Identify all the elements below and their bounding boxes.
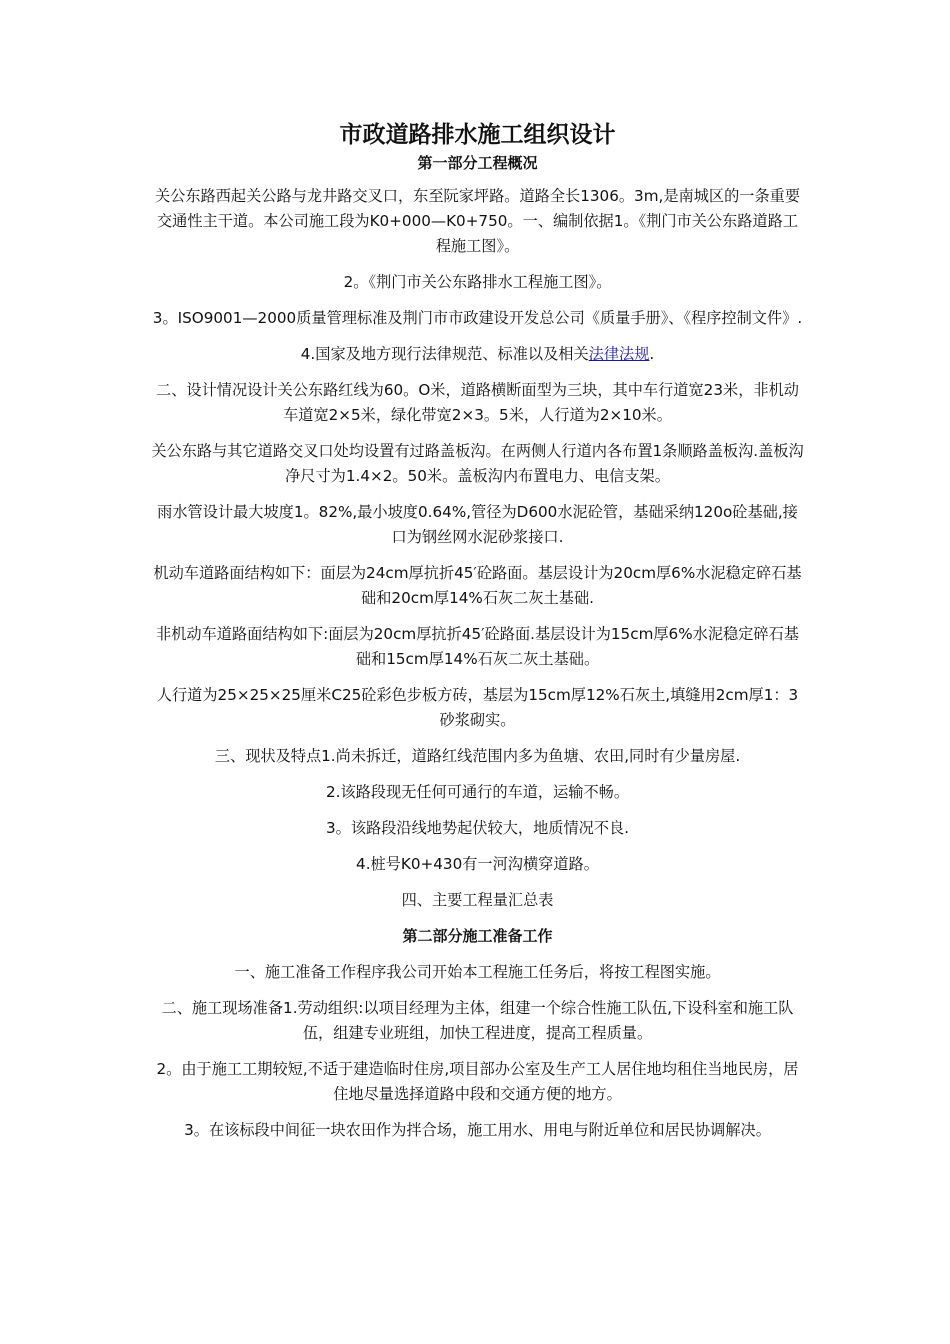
paragraph-basis-4 <box>150 342 805 367</box>
paragraph-motorway-structure: 机动车道路面结构如下：面层为24cm厚抗折45′砼路面。基层设计为20cm厚6%水泥稳定碎石基础和20cm厚14%石灰二灰土基础. <box>153 564 802 607</box>
paragraph-sidewalk: 人行道为25×25×25厘米C25砼彩色步板方砖，基层为15cm厚12%石灰土,填缝用2cm厚1：3砂浆砌实。 <box>156 686 799 729</box>
paragraph-site-prep-1: 二、施工现场准备1.劳动组织:以项目经理为主体，组建一个综合性施工队伍,下设科室和施工队伍，组建专业班组，加快工程进度，提高工程质量。 <box>161 999 794 1042</box>
paragraph-rain-pipe: 雨水管设计最大坡度1。82%,最小坡度0.64%,管径为D600水泥砼管，基础采纳120o砼基础,接口为钢丝网水泥砂浆接口. <box>157 503 798 546</box>
part1-heading: 第一部分工程概况 <box>417 154 538 172</box>
paragraph-status-2: 2.该路段现无任何可通行的车道，运输不畅。 <box>325 783 630 801</box>
paragraph-cover-ditch: 关公东路与其它道路交叉口处均设置有过路盖板沟。在两侧人行道内各布置1条顺路盖板沟.盖板沟净尺寸为1.4×2。50米。盖板沟内布置电力、电信支架。 <box>151 442 804 485</box>
paragraph-site-prep-2: 2。由于施工工期较短,不适于建造临时住房,项目部办公室及生产工人居住地均租住当地民房，居住地尽量选择道路中段和交通方便的地方。 <box>156 1060 799 1103</box>
part2-heading: 第二部分施工准备工作 <box>402 927 553 945</box>
document-title: 市政道路排水施工组织设计 <box>339 122 616 148</box>
paragraph-status-3: 3。该路段沿线地势起伏较大，地质情况不良. <box>325 819 630 837</box>
laws-regulations-link[interactable]: 法律法规 <box>588 345 650 363</box>
paragraph-site-prep-3: 3。在该标段中间征一块农田作为拌合场，施工用水、用电与附近单位和居民协调解决。 <box>184 1121 771 1139</box>
paragraph-overview: 关公东路西起关公路与龙井路交叉口，东至阮家坪路。道路全长1306。3m,是南城区的一条重要交通性主干道。本公司施工段为K0+000—K0+750。一、编制依据1。《荆门市关公东路道路工程施工图》。 <box>154 187 801 255</box>
paragraph-design: 二、设计情况设计关公东路红线为60。O米，道路横断面型为三块，其中车行道宽23米，非机动车道宽2×5米，绿化带宽2×3。5米，人行道为2×10米。 <box>156 381 799 424</box>
paragraph-basis-4-end: . <box>649 345 655 363</box>
paragraph-prep-procedure: 一、施工准备工作程序我公司开始本工程施工任务后，将按工程图实施。 <box>234 963 721 981</box>
paragraph-non-motorway-structure: 非机动车道路面结构如下:面层为20cm厚抗折45′砼路面.基层设计为15cm厚6%水泥稳定碎石基础和15cm厚14%石灰二灰土基础。 <box>156 625 799 668</box>
document-page <box>150 118 805 1154</box>
paragraph-status-4: 4.桩号K0+430有一河沟横穿道路。 <box>356 855 599 873</box>
paragraph-status-1: 三、现状及特点1.尚未拆迁，道路红线范围内多为鱼塘、农田,同时有少量房屋. <box>214 747 741 765</box>
paragraph-basis-3: 3。ISO9001—2000质量管理标准及荆门市市政建设开发总公司《质量手册》、《程序控制文件》. <box>152 309 803 327</box>
paragraph-basis-4-text: 4.国家及地方现行法律规范、标准以及相关 <box>300 345 589 363</box>
paragraph-quantity-table: 四、主要工程量汇总表 <box>401 891 554 909</box>
paragraph-basis-2: 2。《荆门市关公东路排水工程施工图》。 <box>343 273 612 291</box>
